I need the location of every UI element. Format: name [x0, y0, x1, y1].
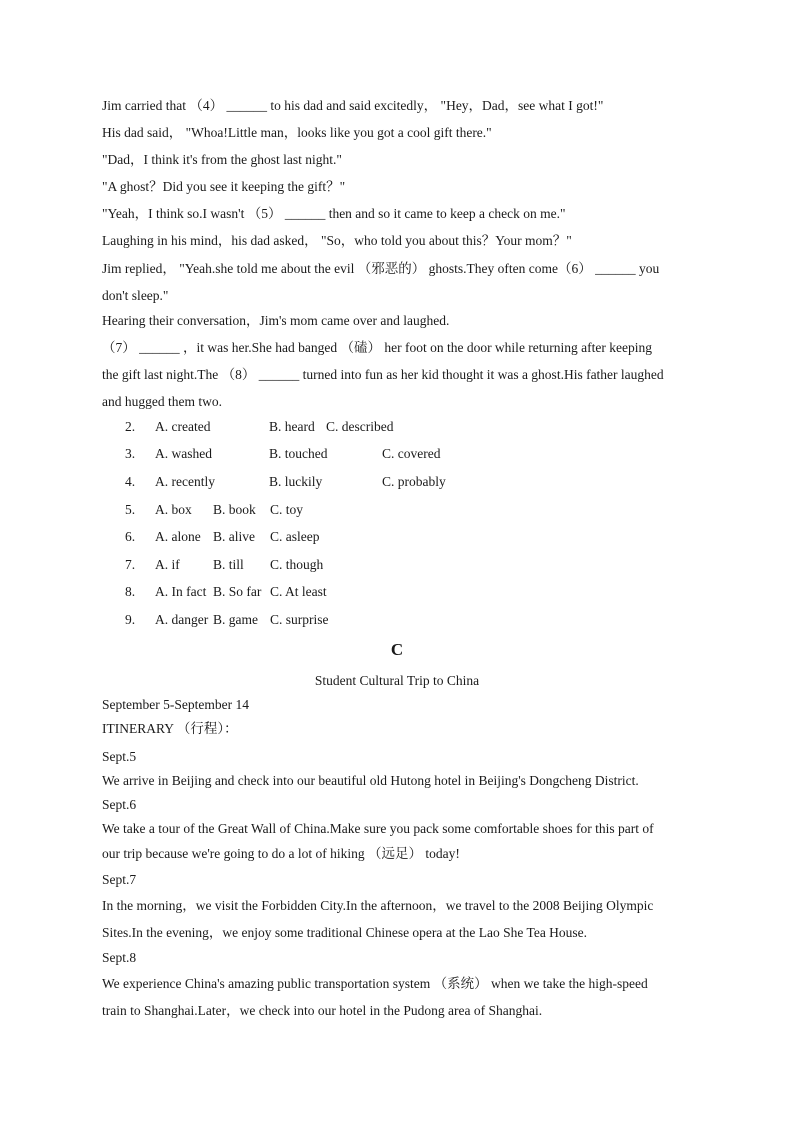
itinerary-line: train to Shanghai.Later，we check into our hotel in the Pudong area of Shanghai.: [102, 1003, 543, 1018]
question-number: 5.: [125, 502, 136, 517]
itinerary-line: September 5-September 14: [102, 697, 249, 712]
passage-line: His dad said， "Whoa!Little man，looks like you got a cool gift there.": [102, 125, 492, 140]
itinerary-line: In the morning，we visit the Forbidden City.In the afternoon，we travel to the 2008 Beijing Olympic: [102, 898, 654, 913]
option-b: B. luckily: [269, 474, 323, 489]
question-number: 2.: [125, 419, 136, 434]
itinerary-line: Sept.8: [102, 950, 137, 965]
option-b: B. alive: [213, 529, 255, 544]
option-a: A. recently: [155, 474, 215, 489]
passage-line: "Yeah，I think so.I wasn't （5） ______ then and so it came to keep a check on me.": [102, 206, 566, 221]
itinerary-line: ITINERARY （行程）：: [102, 721, 238, 736]
passage-line: "Dad，I think it's from the ghost last night.": [102, 152, 342, 167]
itinerary-line: Sept.6: [102, 797, 137, 812]
option-a: A. alone: [155, 529, 201, 544]
passage-line: "A ghost？Did you see it keeping the gift？": [102, 179, 346, 194]
option-a: A. if: [155, 557, 180, 572]
option-c: C. asleep: [270, 529, 320, 544]
option-c: C. covered: [382, 446, 441, 461]
passage-line: Jim replied， "Yeah.she told me about the evil （邪恶的） ghosts.They often come（6） ______ you: [102, 261, 660, 276]
question-number: 6.: [125, 529, 136, 544]
option-b: B. So far: [213, 584, 262, 599]
question-number: 8.: [125, 584, 136, 599]
option-a: A. danger: [155, 612, 209, 627]
option-c: C. probably: [382, 474, 446, 489]
question-number: 9.: [125, 612, 136, 627]
section-title: Student Cultural Trip to China: [314, 673, 480, 688]
itinerary-line: our trip because we're going to do a lot of hiking （远足） today!: [102, 846, 460, 861]
option-b: B. game: [213, 612, 258, 627]
itinerary-line: Sept.7: [102, 872, 137, 887]
passage-line: don't sleep.": [102, 288, 169, 303]
passage-line: Jim carried that （4） ______ to his dad and said excitedly， "Hey，Dad，see what I got!": [102, 98, 604, 113]
itinerary-line: We arrive in Beijing and check into our beautiful old Hutong hotel in Beijing's Dongcheng District.: [102, 773, 639, 788]
option-c: C. At least: [270, 584, 327, 599]
option-c: C. described: [326, 419, 394, 434]
option-b: B. book: [213, 502, 256, 517]
passage-line: （7） ______ ，it was her.She had banged （磕） her foot on the door while returning after keeping: [102, 340, 652, 355]
option-c: C. though: [270, 557, 324, 572]
itinerary-line: We experience China's amazing public transportation system （系统） when we take the high-speed: [102, 976, 648, 991]
option-b: B. heard: [269, 419, 315, 434]
itinerary-line: Sept.5: [102, 749, 137, 764]
option-c: C. toy: [270, 502, 304, 517]
section-heading: C: [390, 640, 404, 659]
itinerary-line: Sites.In the evening，we enjoy some traditional Chinese opera at the Lao She Tea House.: [102, 925, 588, 940]
question-number: 7.: [125, 557, 136, 572]
passage-line: Hearing their conversation，Jim's mom came over and laughed.: [102, 313, 450, 328]
option-a: A. washed: [155, 446, 212, 461]
option-a: A. created: [155, 419, 211, 434]
passage-line: and hugged them two.: [102, 394, 222, 409]
option-c: C. surprise: [270, 612, 329, 627]
question-number: 3.: [125, 446, 136, 461]
option-b: B. till: [213, 557, 244, 572]
question-number: 4.: [125, 474, 136, 489]
option-a: A. box: [155, 502, 192, 517]
option-b: B. touched: [269, 446, 328, 461]
itinerary-line: We take a tour of the Great Wall of China.Make sure you pack some comfortable shoes for this part of: [102, 821, 654, 836]
passage-line: the gift last night.The （8） ______ turned into fun as her kid thought it was a ghost.His father laughed: [102, 367, 664, 382]
passage-line: Laughing in his mind，his dad asked， "So，who told you about this？Your mom？": [102, 233, 572, 248]
option-a: A. In fact: [155, 584, 207, 599]
